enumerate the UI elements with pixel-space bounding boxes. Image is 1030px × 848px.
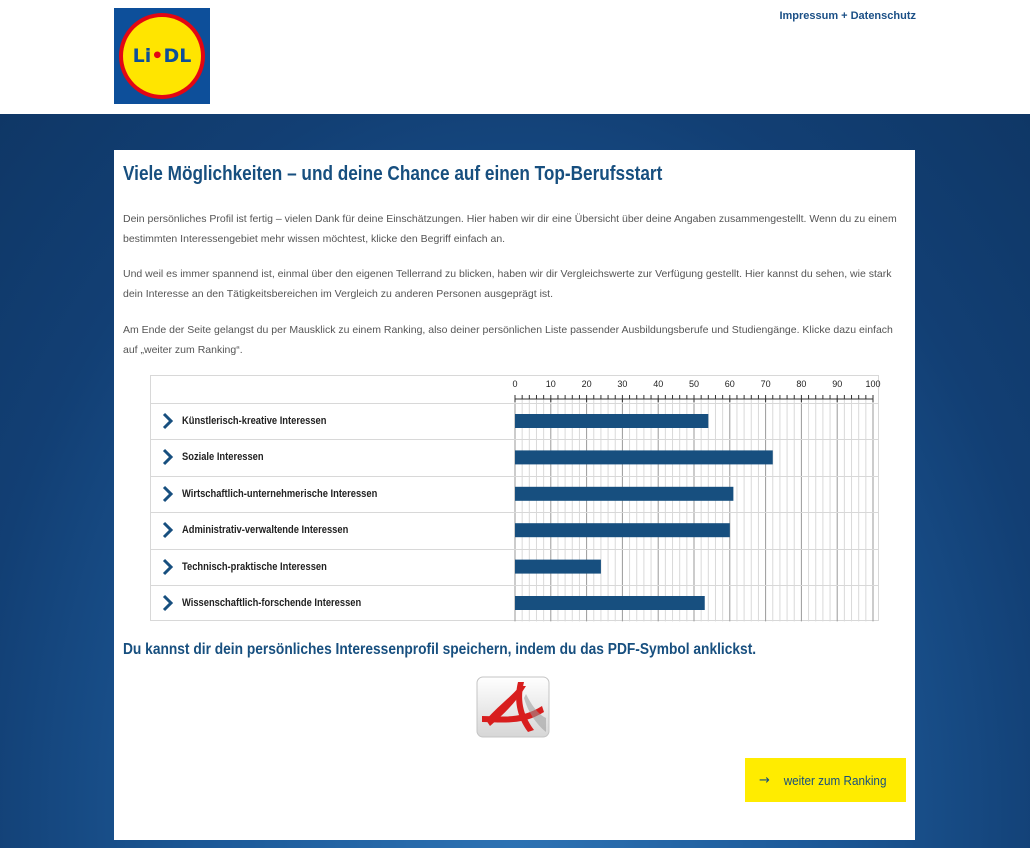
pdf-icon[interactable] — [476, 676, 550, 738]
interest-label[interactable]: Wirtschaftlich-unternehmerische Interessen — [182, 487, 378, 500]
interest-row[interactable] — [151, 549, 878, 585]
chevron-right-icon[interactable] — [161, 448, 175, 466]
interest-row[interactable] — [151, 585, 878, 621]
tick-label: 0 — [512, 379, 518, 389]
interest-label[interactable]: Soziale Interessen — [182, 451, 264, 464]
tick-label: 40 — [653, 379, 664, 389]
links-separator: + — [841, 10, 848, 22]
pdf-hint: Du kannst dir dein persönliches Interessenprofil speichern, indem du das PDF-Symbol anklickst. — [123, 641, 757, 658]
tick-label: 50 — [688, 379, 700, 389]
tick-label: 10 — [545, 379, 556, 389]
interest-label[interactable]: Künstlerisch-kreative Interessen — [182, 415, 327, 427]
chevron-right-icon[interactable] — [161, 485, 175, 503]
tick-label: 80 — [796, 379, 807, 389]
tick-label: 20 — [581, 379, 592, 389]
ranking-button-label: weiter zum Ranking — [783, 772, 887, 788]
tick-label: 30 — [617, 379, 628, 389]
interest-row[interactable] — [151, 476, 878, 512]
intro-paragraph-2: Und weil es immer spannend ist, einmal über den eigenen Tellerrand zu blicken, haben wir dir Vergleichswerte zur Verfügung gestellt. Hier kannst du sehen, wie stark dein Interesse an den Tätigkeitsbereichen im Vergleich zu anderen Personen ausgeprägt ist. — [123, 268, 892, 300]
chevron-right-icon[interactable] — [161, 594, 175, 612]
top-bar — [0, 0, 1030, 114]
tick-label: 70 — [760, 379, 771, 389]
logo-wordmark: Li•DL — [132, 45, 192, 67]
ranking-button[interactable] — [745, 758, 906, 802]
interest-label[interactable]: Technisch-praktische Interessen — [182, 560, 327, 573]
interest-row[interactable] — [151, 403, 878, 439]
tick-label: 60 — [724, 379, 735, 389]
datenschutz-link[interactable]: Datenschutz — [850, 10, 916, 22]
page-title: Viele Möglichkeiten – und deine Chance auf einen Top-Berufsstart — [123, 163, 663, 185]
chevron-right-icon[interactable] — [161, 558, 175, 576]
content-card — [114, 150, 915, 840]
top-links — [740, 10, 916, 22]
tick-label: 100 — [865, 379, 881, 389]
chevron-right-icon[interactable] — [161, 521, 175, 539]
intro-paragraph-3: Am Ende der Seite gelangst du per Mausklick zu einem Ranking, also deiner persönlichen Liste passender Ausbildungsberufe und Studiengänge. Klicke dazu einfach auf „weiter zum Ranking“. — [123, 324, 893, 356]
intro-paragraph-1: Dein persönliches Profil ist fertig – vielen Dank für deine Einschätzungen. Hier haben wir dir eine Übersicht über deine Angaben zusammengestellt. Wenn du zu einem bestimmten Interessengebiet mehr wissen möchtest, klicke den Begriff einfach an. — [123, 213, 897, 245]
interest-row[interactable] — [151, 439, 878, 475]
chevron-right-icon[interactable] — [161, 412, 175, 430]
interest-chart — [150, 375, 879, 621]
interest-row[interactable] — [151, 512, 878, 548]
impressum-link[interactable]: Impressum — [779, 10, 839, 22]
interest-label[interactable]: Wissenschaftlich-forschende Interessen — [182, 597, 362, 609]
lidl-logo[interactable] — [114, 8, 210, 104]
arrow-right-icon: → — [758, 772, 770, 788]
interest-label[interactable]: Administrativ-verwaltende Interessen — [182, 524, 349, 537]
tick-label: 90 — [832, 379, 843, 389]
